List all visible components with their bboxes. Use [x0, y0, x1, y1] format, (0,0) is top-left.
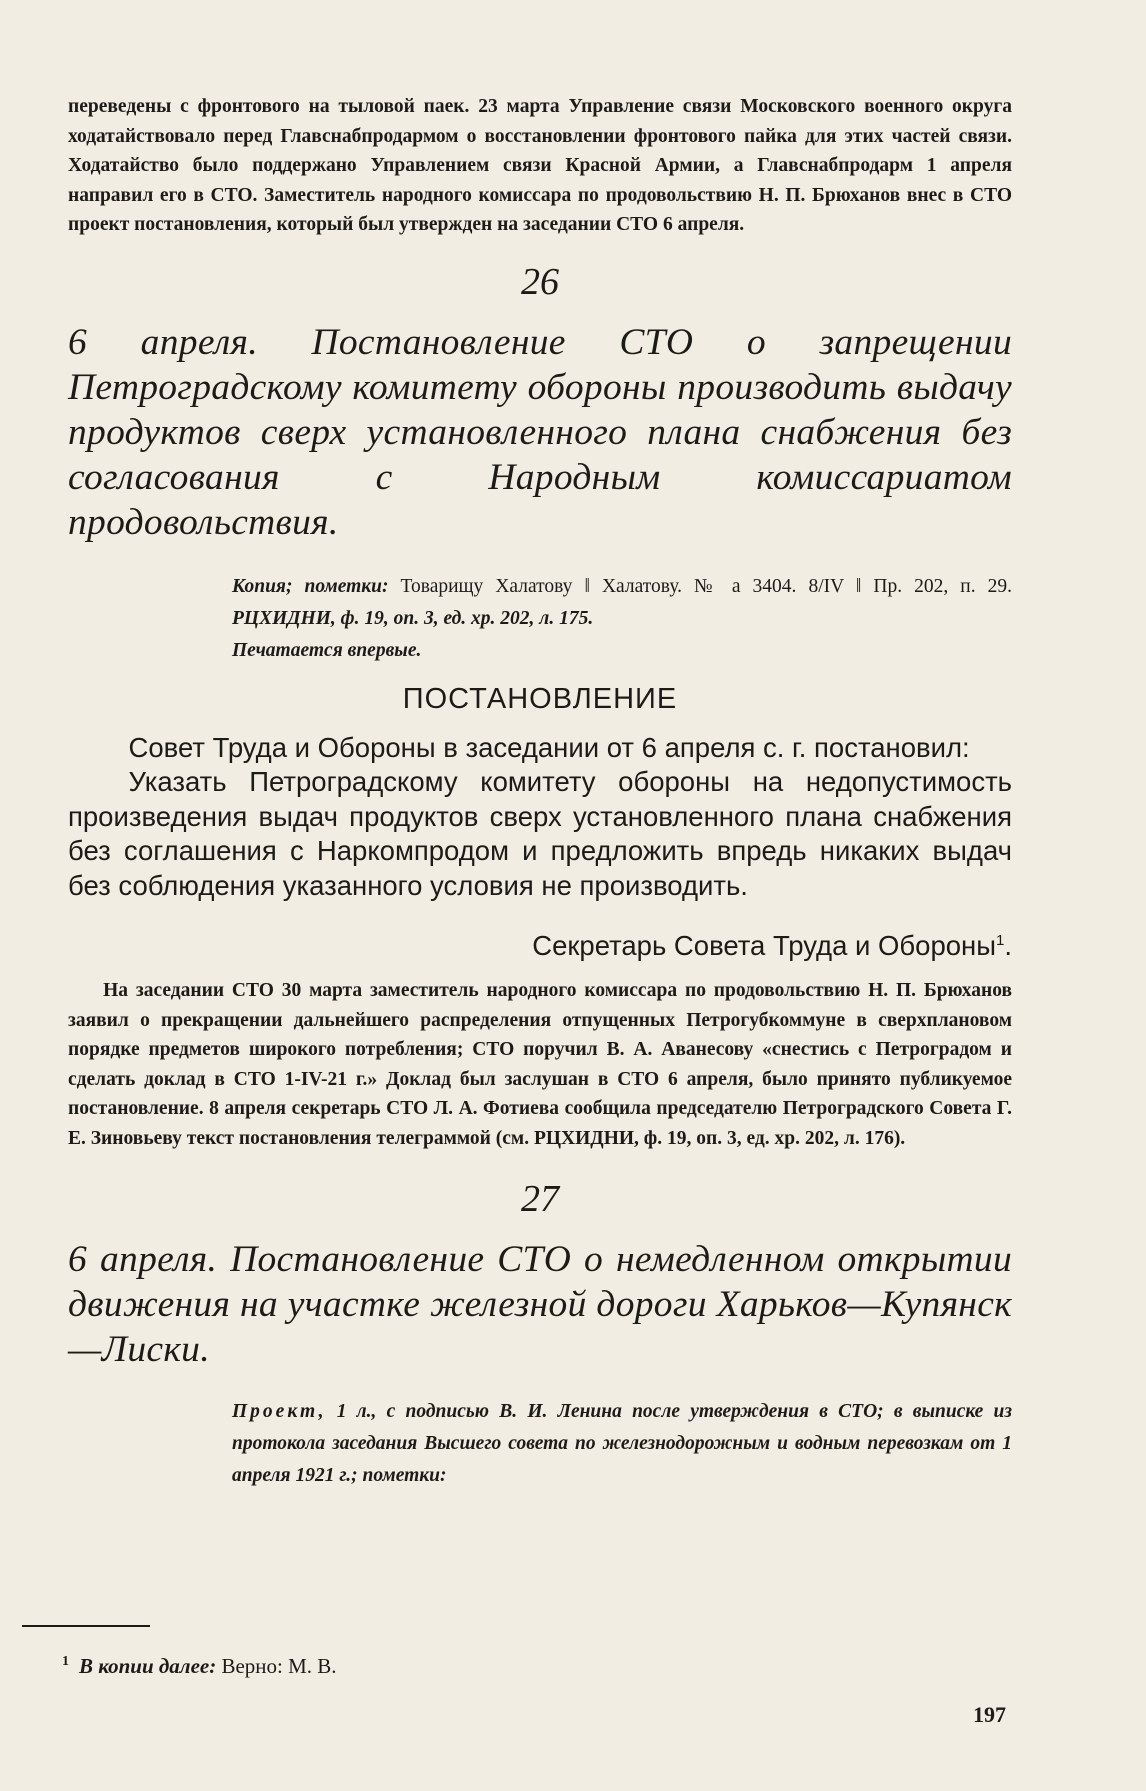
document-number-27: 27 — [521, 1178, 559, 1221]
intro-paragraph: переведены с фронтового на тыловой паек. 23 марта Управление связи Московского военного округа ходатайствовало перед Главснабпродармом о восстановлении фронтового пайка для этих частей связи. Ходатайство было поддержано Управлением связи Красной Армии, а Главснабпродарм 1 апреля направил его в СТО. Заместитель народного комиссара по продовольствию Н. П. Брюханов внес в СТО проект постановления, который был утвержден на заседании СТО 6 апреля. — [68, 96, 1012, 235]
archive-reference: РЦХИДНИ, ф. 19, оп. 3, ед. хр. 202, л. 175. — [232, 607, 594, 629]
footnote-marker: 1 — [996, 932, 1005, 949]
document-title-27: 6 апреля. Постановление СТО о немедленном открытии движения на участке железной дороги Харьков—Купянск—Лиски. — [68, 1239, 1012, 1371]
resolution-heading: ПОСТАНОВЛЕНИЕ — [402, 682, 678, 715]
signature-text: Секретарь Совета Труда и Обороны — [532, 930, 997, 962]
source-label: Копия; пометки: — [232, 575, 389, 597]
first-published-note: Печатается впервые. — [232, 639, 422, 661]
footnote-label: В копии далее: — [79, 1654, 217, 1678]
footnote-text: Верно: М. В. — [221, 1654, 337, 1678]
footnote-divider — [22, 1625, 150, 1627]
page-number: 197 — [973, 1702, 1006, 1727]
document-title-26: 6 апреля. Постановление СТО о запрещении Петроградскому комитету обороны производить выдачу продуктов сверх установленного плана снабжения без согласования с Народным комиссариатом продовольствия. — [68, 321, 1012, 543]
source-note-27 — [232, 1396, 1012, 1492]
signature-line: Секретарь Совета Труда и Обороны$^1$. — [532, 930, 1012, 962]
source-note-26 — [232, 571, 1012, 667]
document-number-26: 26 — [521, 260, 559, 303]
editorial-note-26: На заседании СТО 30 марта заместитель народного комиссара по продовольствию Н. П. Брюханов заявил о прекращении дальнейшего распределения отпущенных Петрогубкоммуне в сверхплановом порядке предметов широкого потребления; СТО поручил В. А. Аванесову «снестись с Петроградом и сделать доклад в СТО 1-IV-21 г.» Доклад был заслушан в СТО 6 апреля, было принято публикуемое постановление. 8 апреля секретарь СТО Л. А. Фотиева сообщила председателю Петроградского Совета Г. Е. Зиновьеву текст постановления телеграммой (см. РЦХИДНИ, ф. 19, оп. 3, ед. хр. 202, л. 176). — [68, 980, 1012, 1149]
resolution-paragraph-2: Указать Петроградскому комитету обороны на недопустимость произведения выдач продуктов сверх установленного плана снабжения без соглашения с Наркомпродом и предложить впредь никаких выдач без соблюдения указанного условия не производить. — [68, 766, 1012, 901]
footnote-number: 1 — [62, 1654, 69, 1669]
source-text: Товарищу Халатову ‖ Халатову. № а 3404. 8/IV ‖ Пр. 202, п. 29. — [400, 575, 1013, 597]
footnote — [62, 1648, 337, 1680]
source-rest: 1 л., с подписью В. И. Ленина после утверждения в СТО; в выписке из протокола заседания Высшего совета по железнодорожным и водным перевозкам от 1 апреля 1921 г.; пометки: — [232, 1401, 1012, 1487]
source-first-word: Проект, — [232, 1401, 327, 1423]
resolution-paragraph-1: Совет Труда и Обороны в заседании от 6 апреля с. г. постановил: — [128, 731, 970, 763]
